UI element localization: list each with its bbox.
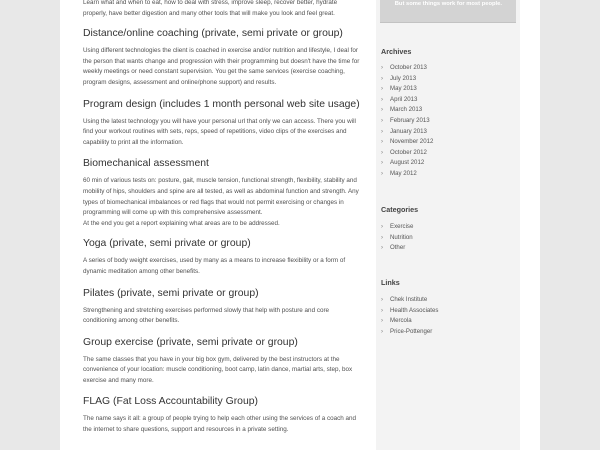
- chevron-right-icon: ›: [381, 328, 383, 335]
- chevron-right-icon: ›: [381, 139, 383, 146]
- archive-link-label: January 2013: [390, 127, 427, 135]
- category-link-label: Nutrition: [390, 233, 413, 241]
- archive-link[interactable]: [381, 105, 516, 116]
- promo-text: But some things work for most people.: [394, 1, 502, 7]
- category-link[interactable]: [381, 222, 516, 233]
- archive-link-label: August 2012: [390, 159, 425, 167]
- external-link[interactable]: [381, 295, 516, 306]
- external-link-label: Health Associates: [390, 306, 439, 314]
- page: [60, 0, 540, 450]
- archive-link[interactable]: [381, 95, 516, 106]
- chevron-right-icon: ›: [381, 224, 383, 230]
- section-text: Using different technologies the client is coached in exercise and/or nutrition and lifestyle, I deal for the person that wants change and progression with their programming but doesn't have the time for weekly meetings or need constant supervision. You get the same services (exercise coaching, program designs, assessment and online/phone support) and results.: [83, 47, 360, 86]
- archive-link-label: July 2013: [390, 74, 417, 82]
- external-link[interactable]: [381, 306, 516, 317]
- chevron-right-icon: ›: [381, 245, 383, 252]
- chevron-right-icon: ›: [381, 117, 383, 124]
- section-text: Strengthening and stretching exercises performed slowly that help with posture and core conditioning among other benefits.: [83, 306, 330, 325]
- category-link-label: Other: [390, 244, 406, 252]
- section-title: FLAG (Fat Loss Accountability Group): [83, 396, 258, 408]
- archive-link[interactable]: [381, 169, 516, 180]
- chevron-right-icon: ›: [381, 149, 383, 156]
- section-text: A series of body weight exercises, used by many as a means to increase flexibility or a form of dynamic meditation among other benefits.: [83, 257, 346, 275]
- section-text: The same classes that you have in your big box gym, delivered by the best instructors at the convenience of your location: muscle conditioning, boot camp, latin dance, martial arts, step, box exercise and many more.: [83, 355, 353, 384]
- archive-link[interactable]: [381, 84, 516, 95]
- external-link-label: Mercola: [390, 317, 412, 325]
- section-title: Yoga (private, semi private or group): [83, 238, 251, 250]
- sidebar: [376, 0, 520, 450]
- chevron-right-icon: ›: [381, 234, 383, 241]
- archives-widget: [381, 47, 516, 180]
- category-link[interactable]: [381, 243, 516, 254]
- links-title: Links: [381, 278, 400, 287]
- archive-link[interactable]: [381, 148, 516, 159]
- archive-link[interactable]: [381, 63, 516, 74]
- main-content: [83, 0, 361, 436]
- section-title: Program design (includes 1 month personal web site usage): [83, 98, 360, 110]
- chevron-right-icon: ›: [381, 75, 383, 82]
- chevron-right-icon: ›: [381, 65, 383, 71]
- section-title: Distance/online coaching (private, semi private or group): [83, 28, 343, 40]
- archive-link[interactable]: [381, 74, 516, 85]
- archive-link-label: May 2012: [390, 169, 417, 177]
- section-text-extra: At the end you get a report explaining what areas are to be addressed.: [83, 219, 280, 227]
- category-link[interactable]: [381, 233, 516, 244]
- archive-link-label: October 2013: [390, 64, 427, 71]
- external-link[interactable]: [381, 316, 516, 327]
- archive-link[interactable]: [381, 137, 516, 148]
- chevron-right-icon: ›: [381, 107, 383, 114]
- section-text: Using the latest technology you will have your personal url that only we can access. There you will find your workout routines with sets, reps, speed of repetitions, video clips of the exercises and capability to print all the information.: [83, 117, 356, 146]
- chevron-right-icon: ›: [381, 170, 383, 177]
- archive-link-label: October 2012: [390, 148, 427, 156]
- archive-link-label: November 2012: [390, 138, 434, 146]
- archives-title: Archives: [381, 47, 412, 56]
- chevron-right-icon: ›: [381, 128, 383, 135]
- external-link[interactable]: [381, 327, 516, 338]
- archive-link[interactable]: [381, 127, 516, 138]
- section-title: Group exercise (private, semi private or group): [83, 336, 298, 348]
- chevron-right-icon: ›: [381, 307, 383, 314]
- links-widget: [381, 278, 516, 337]
- external-link-label: Chek Institute: [390, 296, 428, 303]
- section-title: Biomechanical assessment: [83, 158, 209, 170]
- chevron-right-icon: ›: [381, 318, 383, 325]
- intro-text: Learn what and when to eat, how to deal with stress, improve sleep, recover better, hydrate properly, have better digestion and many other tools that will make you look and feel great.: [83, 0, 338, 17]
- categories-title: Categories: [381, 205, 419, 214]
- external-link-label: Price-Pottenger: [390, 327, 433, 335]
- chevron-right-icon: ›: [381, 160, 383, 167]
- archive-link-label: March 2013: [390, 106, 423, 114]
- section-title: Pilates (private, semi private or group): [83, 287, 259, 299]
- section-text: The name says it all: a group of people trying to help each other using the services of a coach and the internet to share questions, support and resources in a private setting.: [83, 415, 357, 434]
- chevron-right-icon: ›: [381, 297, 383, 303]
- archive-link-label: April 2013: [390, 95, 418, 103]
- archive-link-label: May 2013: [390, 85, 417, 93]
- category-link-label: Exercise: [390, 223, 414, 230]
- promo-banner[interactable]: [380, 0, 516, 23]
- categories-widget: [381, 205, 516, 254]
- archive-link-label: February 2013: [390, 116, 430, 124]
- archive-link[interactable]: [381, 116, 516, 127]
- chevron-right-icon: ›: [381, 86, 383, 93]
- chevron-right-icon: ›: [381, 96, 383, 103]
- section-text: 60 min of various tests on: posture, gait, muscle tension, functional strength, flexibility, stability and mobility of hips, shoulders and spine are all tested, as well as abdominal function and strength. Any types of biomechanical imbalances or red flags that would not permit exercising or changes in programming will come up with this comprehensive assessment.: [83, 177, 359, 217]
- archive-link[interactable]: [381, 158, 516, 169]
